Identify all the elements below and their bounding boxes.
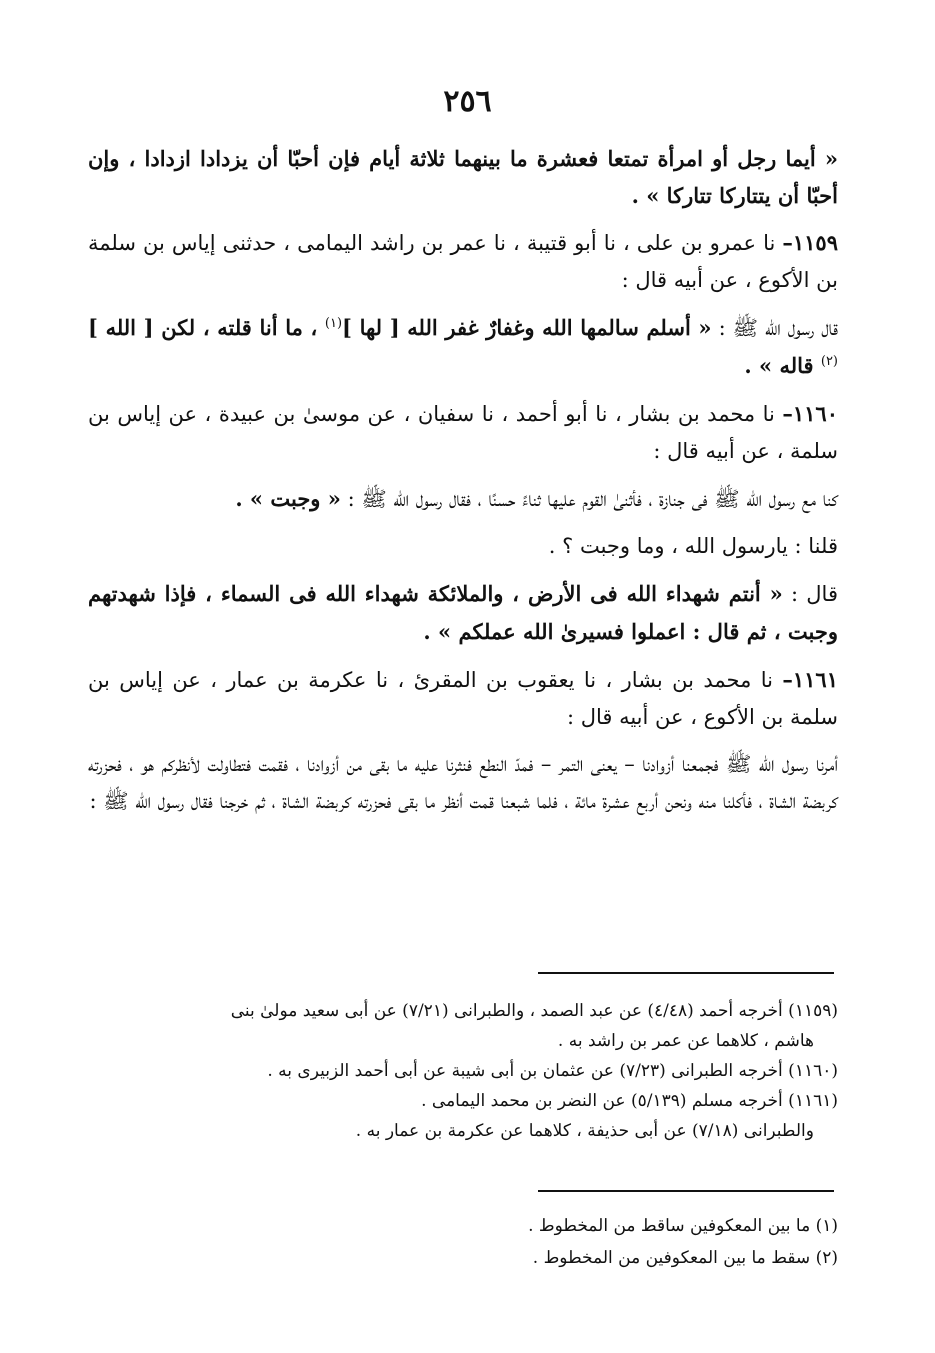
takhrij-footnotes	[88, 996, 838, 1146]
hadith-1161-text: أمرنا رسول الله ﷺ فجمعنا أزوادنا – يعنى التمر – فمدّ النطع فنثرنا عليه ما بقى من أزوادنا ، فقمت فتطاولت لأنظركم هو ، فحزرته كربضة الشاة ، فأكلنا منه ونحن أربع عشرة مائة ، فلما شبعنا قمت أنظر ما بقى فحزرته كربضة الشاة ، ثم خرجنا فقال رسول الله ﷺ :	[88, 752, 838, 813]
takhrij-line: والطبرانى (٧/١٨) عن أبى حذيفة ، كلاهما عن عكرمة بن عمار به .	[355, 1121, 814, 1141]
isnad-text: نا محمد بن بشار ، نا أبو أحمد ، نا سفيان ، عن موسىٰ بن عبيدة ، عن إياس بن سلمة ، عن أبيه قال :	[88, 402, 838, 463]
footnote-marker: (٢)	[820, 354, 838, 369]
main-text	[88, 140, 838, 830]
takhrij-line: هاشم ، كلاهما عن عمر بن راشد به .	[557, 1031, 814, 1051]
takhrij-line: (١١٦١) أخرجه مسلم (٥/١٣٩) عن النضر بن محمد اليمامى .	[421, 1091, 838, 1111]
page-number: ٢٥٦	[443, 84, 492, 119]
takhrij-line: (١١٥٩) أخرجه أحمد (٤/٤٨) عن عبد الصمد ، والطبرانى (٧/٢١) عن أبى سعيد مولىٰ بنى	[230, 1001, 838, 1021]
hadith-1159-text	[88, 309, 838, 385]
narration-text: كنا مع رسول الله ﷺ فى جنازة ، فأثنىٰ القوم عليها ثناءً حسنًا ، فقال رسول الله ﷺ :	[340, 487, 838, 511]
footnote-divider	[538, 972, 834, 974]
hadith-1160-question: قلنا : يارسول الله ، وما وجبت ؟ .	[548, 534, 838, 558]
hadith-1161-isnad	[88, 661, 838, 736]
hadith-number: ١١٦١–	[782, 667, 838, 692]
editor-notes	[88, 1210, 838, 1274]
prophetic-saying: « أنتم شهداء الله فى الأرض ، والملائكة شهداء الله فى السماء ، فإذا شهدتهم وجبت ، ثم قال : اعملوا فسيرىٰ الله عملكم » .	[88, 581, 838, 644]
footnote-marker: (١)	[324, 316, 343, 331]
hadith-number: ١١٦٠–	[782, 401, 838, 426]
editor-note: (٢) سقط ما بين المعكوفين من المخطوط .	[532, 1248, 838, 1268]
narration-intro: قال :	[782, 582, 838, 606]
isnad-text: نا محمد بن بشار ، نا يعقوب بن المقرئ ، نا عكرمة بن عمار ، عن إياس بن سلمة بن الأكوع ، عن أبيه قال :	[88, 668, 838, 729]
prophetic-saying: ، ما أنا قلته ، لكن [ الله ]	[88, 315, 325, 340]
hadith-text-continued: « أيما رجل أو امرأة تمتعا فعشرة ما بينهما ثلاثة أيام فإن أحبّا أن يزدادا ازدادا ، وإن أحبّا أن يتتاركا تتاركا » .	[88, 146, 838, 208]
hadith-1160-answer	[88, 575, 838, 651]
hadith-1159-isnad	[88, 224, 838, 299]
hadith-1160-isnad	[88, 395, 838, 470]
narration-intro: قال رسول الله ﷺ :	[711, 316, 838, 340]
hadith-1160-text	[88, 480, 838, 518]
takhrij-line: (١١٦٠) أخرجه الطبرانى (٧/٢٣) عن عثمان بن أبى شيبة عن أبى أحمد الزبيرى به .	[267, 1061, 838, 1081]
footnote-divider	[538, 1190, 834, 1192]
prophetic-saying: قاله » .	[744, 353, 821, 378]
prophetic-saying: « وجبت » .	[235, 486, 341, 511]
isnad-text: نا عمرو بن على ، نا أبو قتيبة ، نا عمر بن راشد اليمامى ، حدثنى إياس بن سلمة بن الأكوع ، عن أبيه قال :	[88, 231, 838, 292]
editor-note: (١) ما بين المعكوفين ساقط من المخطوط .	[528, 1216, 838, 1236]
hadith-number: ١١٥٩–	[782, 230, 838, 255]
prophetic-saying: « أسلم سالمها الله وغفارٌ غفر الله [ لها ]	[342, 315, 712, 340]
